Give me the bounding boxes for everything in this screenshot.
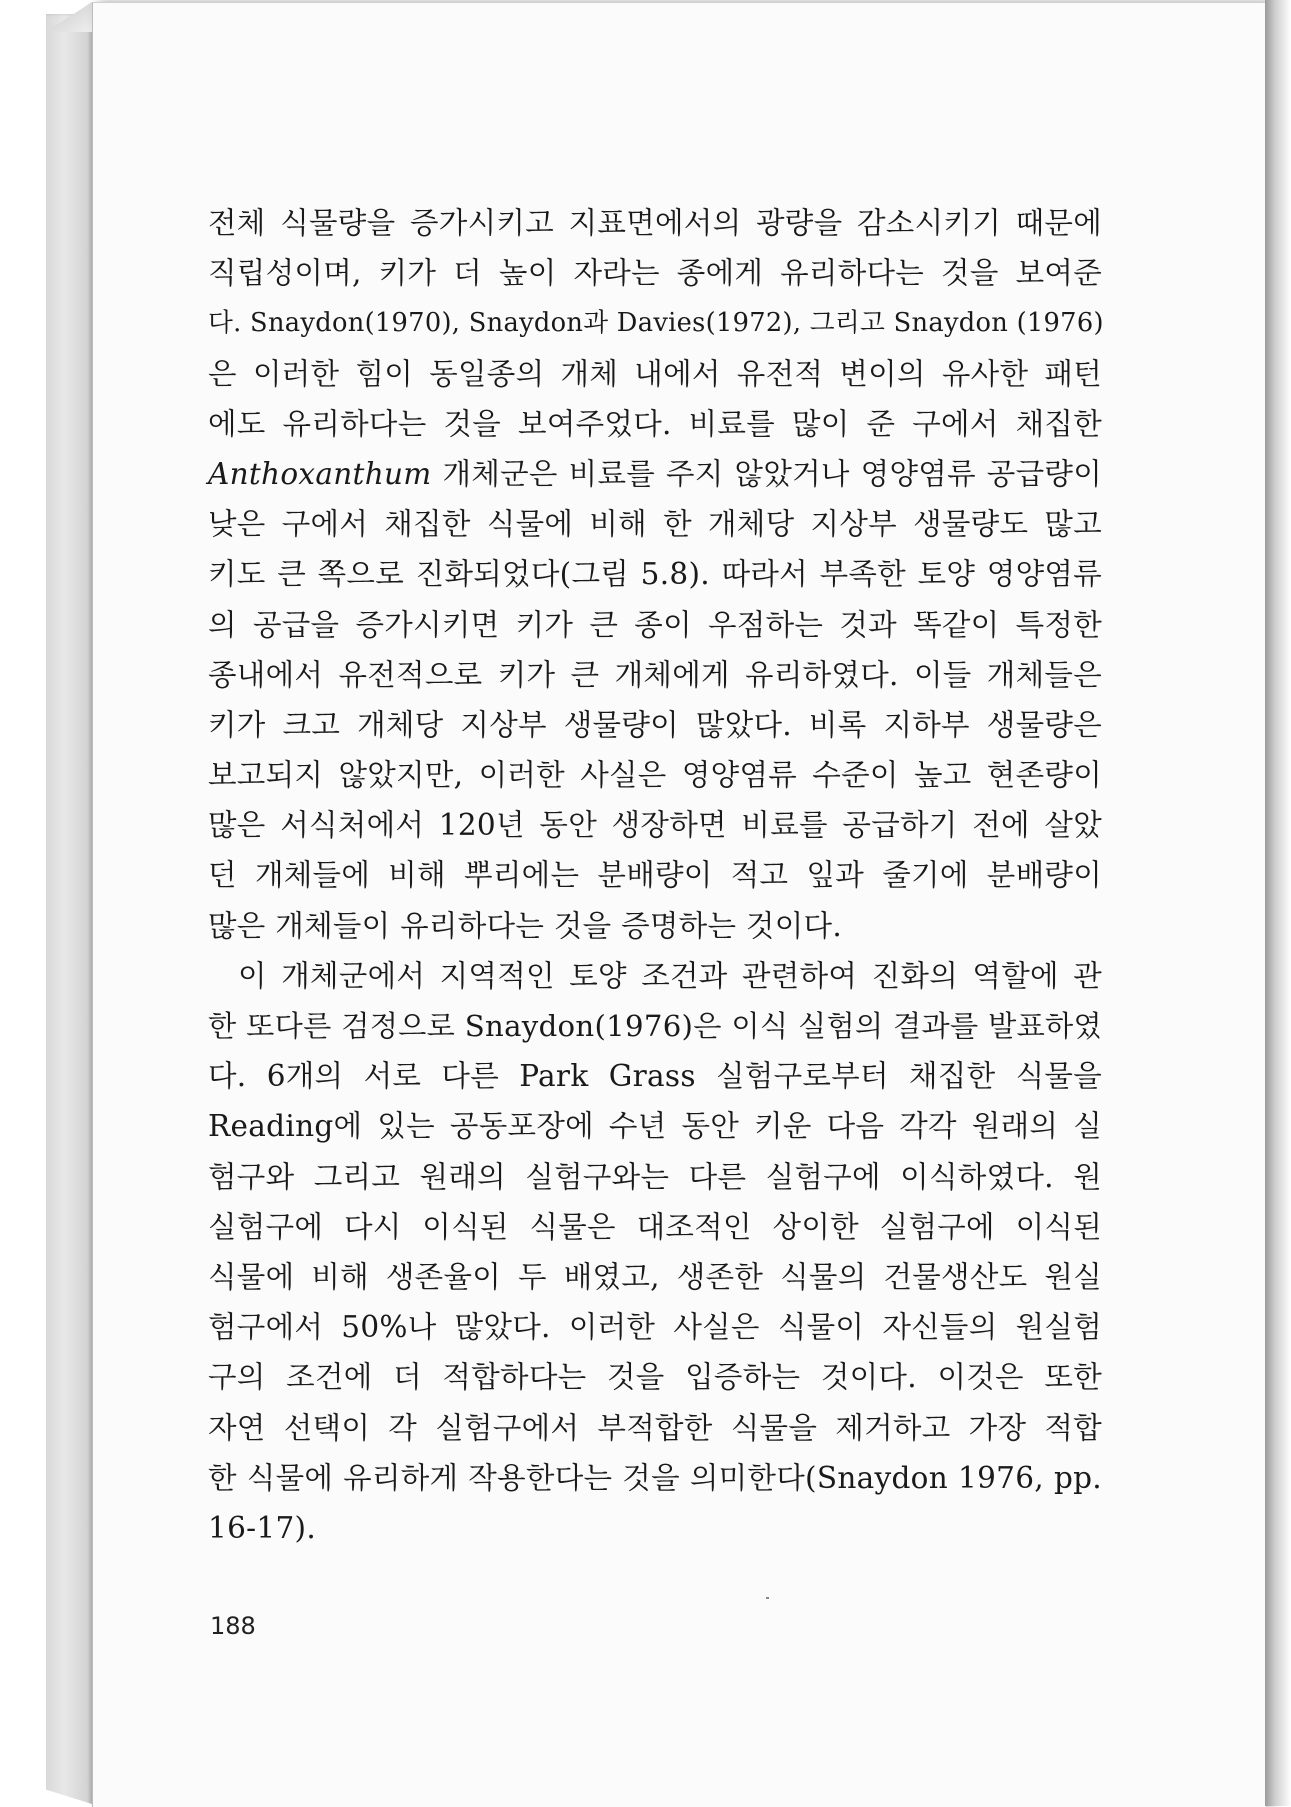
text-line: 종내에서 유전적으로 키가 큰 개체에게 유리하였다. 이들 개체들은	[208, 657, 1102, 692]
text-line: 험구와 그리고 원래의 실험구와는 다른 실험구에 이식하였다. 원	[208, 1159, 1102, 1194]
text-fragment: 개체군은 비료를 주지 않았거나 영양염류 공급량이	[442, 456, 1102, 491]
text-line: 험구에서 50%나 많았다. 이러한 사실은 식물이 자신들의 원실험	[208, 1310, 1102, 1345]
text-line: 16-17).	[208, 1510, 317, 1545]
text-line: 자연 선택이 각 실험구에서 부적합한 식물을 제거하고 가장 적합	[208, 1410, 1102, 1445]
text-line: 이 개체군에서 지역적인 토양 조건과 관련하여 진화의 역할에 관	[238, 958, 1102, 993]
text-line: 다. Snaydon(1970), Snaydon과 Davies(1972), 그리고 Snaydon (1976)	[208, 308, 1104, 339]
text-line-with-term	[208, 449, 1102, 499]
text-line: 구의 조건에 더 적합하다는 것을 입증하는 것이다. 이것은 또한	[208, 1360, 1102, 1395]
species-name: Anthoxanthum	[208, 456, 432, 491]
body-text	[208, 198, 1102, 1553]
page-shadow	[1265, 0, 1291, 1806]
text-line: 실험구에 다시 이식된 식물은 대조적인 상이한 실험구에 이식된	[208, 1209, 1102, 1244]
text-line: 에도 유리하다는 것을 보여주었다. 비료를 많이 준 구에서 채집한	[208, 406, 1102, 441]
text-line: 전체 식물량을 증가시키고 지표면에서의 광량을 감소시키기 때문에	[208, 206, 1102, 240]
page-number: 188	[210, 1612, 256, 1640]
text-line: 많은 개체들이 유리하다는 것을 증명하는 것이다.	[208, 908, 843, 943]
text-line: 다. 6개의 서로 다른 Park Grass 실험구로부터 채집한 식물을	[208, 1059, 1102, 1094]
text-line: 던 개체들에 비해 뿌리에는 분배량이 적고 잎과 줄기에 분배량이	[208, 858, 1102, 893]
scan-speck	[766, 1597, 769, 1599]
book-edge	[46, 14, 92, 1804]
text-line: 직립성이며, 키가 더 높이 자라는 종에게 유리하다는 것을 보여준	[208, 256, 1102, 291]
text-line: 키도 큰 쪽으로 진화되었다(그림 5.8). 따라서 부족한 토양 영양염류	[208, 557, 1102, 592]
text-line: 낮은 구에서 채집한 식물에 비해 한 개체당 지상부 생물량도 많고	[208, 507, 1102, 542]
text-line: 보고되지 않았지만, 이러한 사실은 영양염류 수준이 높고 현존량이	[208, 758, 1102, 793]
text-line: 많은 서식처에서 120년 동안 생장하면 비료를 공급하기 전에 살았	[208, 808, 1102, 843]
text-line: 식물에 비해 생존율이 두 배였고, 생존한 식물의 건물생산도 원실	[208, 1259, 1102, 1294]
text-line: 은 이러한 힘이 동일종의 개체 내에서 유전적 변이의 유사한 패턴	[208, 356, 1102, 391]
text-line: Reading에 있는 공동포장에 수년 동안 키운 다음 각각 원래의 실	[208, 1109, 1102, 1144]
text-line: 한 식물에 유리하게 작용한다는 것을 의미한다(Snaydon 1976, pp.	[208, 1460, 1102, 1495]
text-line: 한 또다른 검정으로 Snaydon(1976)은 이식 실험의 결과를 발표하였	[208, 1009, 1102, 1043]
text-line: 의 공급을 증가시키면 키가 큰 종이 우점하는 것과 똑같이 특정한	[208, 607, 1102, 642]
text-line: 키가 크고 개체당 지상부 생물량이 많았다. 비록 지하부 생물량은	[208, 707, 1102, 742]
